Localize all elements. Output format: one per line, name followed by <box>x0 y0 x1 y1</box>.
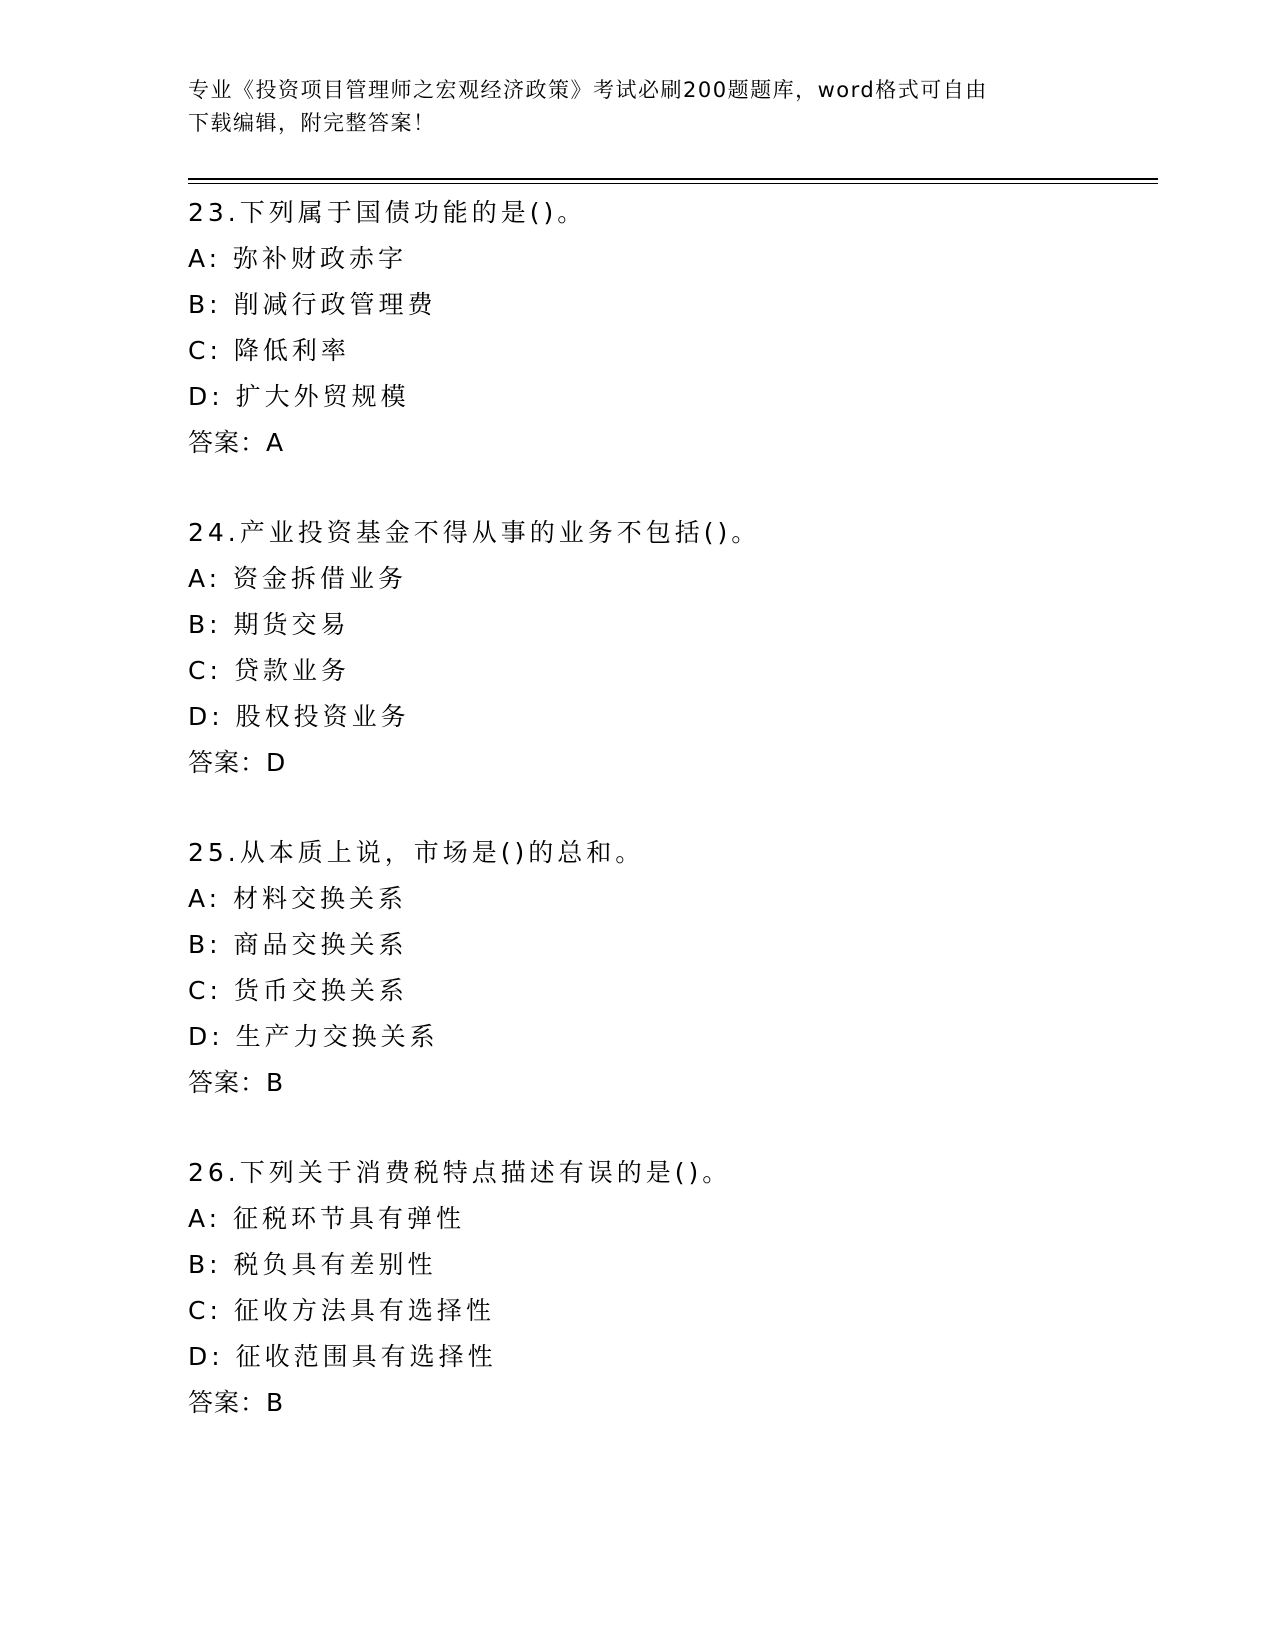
header-line-1: 专业《投资项目管理师之宏观经济政策》考试必刷200题题库，word格式可自由 <box>188 78 988 102</box>
option-b: B: 削减行政管理费 <box>188 290 437 319</box>
header-line-2: 下载编辑，附完整答案！ <box>188 111 436 135</box>
option-c: C: 贷款业务 <box>188 656 350 685</box>
answer-line: 答案：A <box>188 428 285 457</box>
option-c: C: 征收方法具有选择性 <box>188 1296 495 1325</box>
question-stem: 25.从本质上说，市场是()的总和。 <box>188 838 645 867</box>
question-25 <box>188 830 1148 1150</box>
question-stem: 23.下列属于国债功能的是()。 <box>188 198 587 227</box>
option-d: D: 生产力交换关系 <box>188 1022 439 1051</box>
answer-line: 答案：B <box>188 1388 285 1417</box>
option-c: C: 降低利率 <box>188 336 350 365</box>
question-list <box>188 190 1148 1470</box>
header-divider-thick <box>188 178 1158 180</box>
question-26 <box>188 1150 1148 1470</box>
option-a: A: 材料交换关系 <box>188 884 408 913</box>
question-stem: 26.下列关于消费税特点描述有误的是()。 <box>188 1158 732 1187</box>
option-d: D: 征收范围具有选择性 <box>188 1342 497 1371</box>
option-a: A: 征税环节具有弹性 <box>188 1204 466 1233</box>
option-c: C: 货币交换关系 <box>188 976 408 1005</box>
question-stem: 24.产业投资基金不得从事的业务不包括()。 <box>188 518 761 547</box>
document-header <box>188 74 1088 140</box>
option-a: A: 资金拆借业务 <box>188 564 408 593</box>
option-b: B: 期货交易 <box>188 610 350 639</box>
option-b: B: 税负具有差别性 <box>188 1250 437 1279</box>
answer-line: 答案：D <box>188 748 287 777</box>
question-23 <box>188 190 1148 510</box>
option-d: D: 扩大外贸规模 <box>188 382 410 411</box>
option-a: A: 弥补财政赤字 <box>188 244 408 273</box>
question-24 <box>188 510 1148 830</box>
option-d: D: 股权投资业务 <box>188 702 410 731</box>
answer-line: 答案：B <box>188 1068 285 1097</box>
header-divider-thin <box>188 183 1158 184</box>
option-b: B: 商品交换关系 <box>188 930 408 959</box>
